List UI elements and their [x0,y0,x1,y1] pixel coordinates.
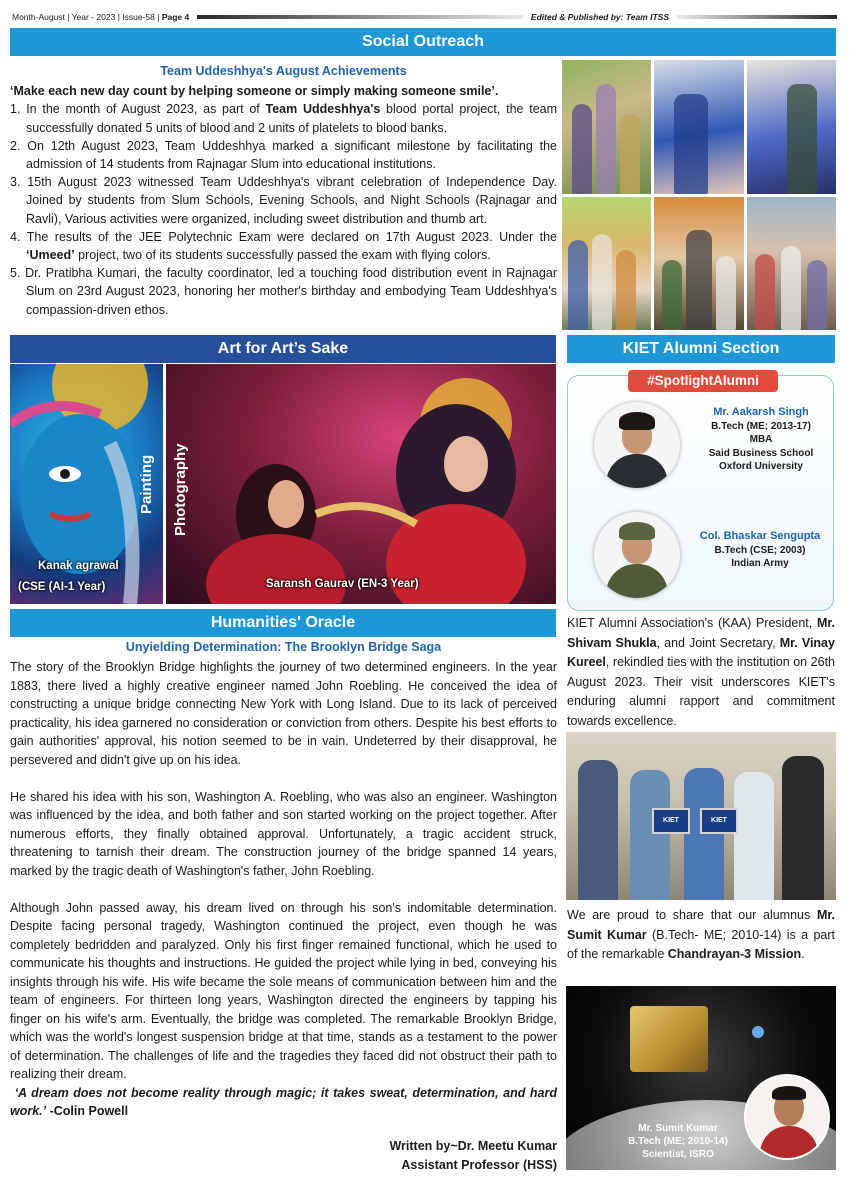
lander-illustration [630,1006,708,1072]
painting-artist: Kanak agrawal [38,560,119,572]
article-paragraph: The story of the Brooklyn Bridge highlights the journey of two determined engineers. In the year 1883, there lived a highly creative engineer named John Roebling. He conceived the idea of constructing a unique bridge connecting New York with Long Island. Due to its lack of perceived practicality, his idea garnered no consideration or conviction from others. Despite his best efforts to gain authorities' approval, his notion seemed to be in vain. Undeterred by their disapproval, he persevered and didn't give up on his idea. [10,660,557,767]
author-signature [10,1137,557,1175]
article-paragraph: Although John passed away, his dream lived on through his son's indomitable determination. Despite facing personal tragedy, Washington continued the project, even though he was completely bedridden and paralyzed. Only his first finger remained functional, which he used to communicate his thoughts and instructions. He guided the project while lying in bed, conveying his insights through his wife. His wife became the sole means of communication between him and the team of engineers. For thirteen long years, Washington directed the engineers by tapping his finger on his wife's arm. Eventually, the bridge was completed. The remarkable Brooklyn Bridge, which was the world's longest suspension bridge at that time, stands as a testament to the power of determination. The challenges of life and the tragedies they faced did not obstruct their path to realizing their dream. [10,900,557,1081]
author-designation: Assistant Professor (HSS) [401,1158,557,1172]
avatar [594,402,680,488]
photography-artwork [166,364,556,604]
outreach-photo [562,197,651,331]
outreach-photo [654,197,743,331]
kaa-visit-text: KIET Alumni Association's (KAA) President, Mr. Shivam Shukla, and Joint Secretary, Mr. Vinay Kureel, rekindled ties with the institution on 26th August 2023. Their visit underscores KIET's enduring alumni rapport and commitment towards excellence. [567,616,835,728]
painting-image [10,364,163,604]
author-name: Written by~Dr. Meetu Kumar [389,1139,557,1153]
sumit-role: Scientist, ISRO [642,1149,714,1160]
avatar [744,1074,830,1160]
alumni-info [684,530,836,571]
painting-artist-class: (CSE (AI-1 Year) [18,581,106,593]
humanities-subtitle: Unyielding Determination: The Brooklyn Bridge Saga [125,640,442,654]
alumni-university: Oxford University [719,461,803,472]
outreach-subtitle: Team Uddeshhya's August Achievements [160,64,407,78]
alumni-degree-2: MBA [749,434,773,445]
alumni-name: Col. Bhaskar Sengupta [699,530,821,542]
sumit-name: Mr. Sumit Kumar [638,1123,718,1134]
humanities-banner: Humanities' Oracle [10,609,556,637]
alumni-degree: B.Tech (CSE; 2003) [714,544,806,556]
spotlight-alumni-card [567,375,834,611]
alumni-name: Mr. Aakarsh Singh [713,406,809,418]
art-section [10,364,556,604]
outreach-photo [747,60,836,194]
sumit-degree: B.Tech (ME; 2010-14) [628,1136,728,1147]
header-rule-left [197,15,523,19]
photography-image [166,364,556,604]
award-plaque: KIET [652,808,690,834]
outreach-photo-collage [562,60,836,330]
list-item: 1. In the month of August 2023, as part of Team Uddeshhya's blood portal project, the team successfully donated 5 units of blood and 2 units of platelets to blood banks. [10,102,558,135]
social-outreach-banner: Social Outreach [10,28,836,56]
kaa-group-photo [566,732,836,900]
article-quote: ‘A dream does not become reality through magic; it takes sweat, determination, and hard work.’ -Colin Powell [10,1085,557,1118]
achievement-list [10,100,557,318]
publisher-credit: Edited & Published by: Team ITSS [530,12,669,22]
humanities-article [10,658,557,1121]
list-item: 3. 15th August 2023 witnessed Team Uddeshhya's vibrant celebration of Independence Day. Joined by students from Slum Schools, Evening Schools, and Night Schools (Rajnagar and Ravli), Various activities were organized, including sweet distribution and thumb art. [10,175,557,226]
alumni-school: Said Business School [708,447,814,459]
outreach-quote: ‘Make each new day count by helping someone or simply making someone smile’. [10,84,499,99]
alumni-degree: B.Tech (ME; 2013-17) [711,420,811,432]
spotlight-tag: #SpotlightAlumni [628,370,778,392]
photography-artist: Saransh Gaurav (EN-3 Year) [266,578,419,590]
photography-label: Photography [172,443,189,536]
issue-info: Month-August | Year - 2023 | Issue-58 | Page 4 [12,12,190,22]
award-plaque: KIET [700,808,738,834]
article-paragraph: He shared his idea with his son, Washington A. Roebling, who was also an engineer. Washington was influenced by the idea, and both father and son started working on the project together. After numerous efforts, they finally obtained approval. Unfortunately, a tragic accident struck, threatening to tarnish their dream. The construction journey of the bridge spanned 14 years, marked by the tragic death of Washington's father, John Roebling. [10,789,557,878]
list-item: 4. The results of the JEE Polytechnic Exam were declared on 17th August 2023. Under the ‘Umeed’ project, two of its students successfully passed the exam with flying colors. [10,229,558,263]
painting-label: Painting [138,454,155,514]
outreach-photo [747,197,836,331]
sumit-caption [608,1122,748,1161]
outreach-photo [654,60,743,194]
avatar [594,512,680,598]
chandrayaan-image [566,986,836,1170]
social-outreach-text [10,62,557,319]
header-rule-right [677,15,837,19]
alumni-info [686,406,836,474]
art-banner: Art for Art’s Sake [10,335,556,363]
alumni-organization: Indian Army [731,558,789,569]
outreach-photo [562,60,651,194]
chandrayaan-text: We are proud to share that our alumnus Mr. Sumit Kumar (B.Tech- ME; 2010-14) is a part of the remarkable Chandrayan-3 Mission. [567,908,835,961]
page-header [12,10,837,24]
list-item: 2. On 12th August 2023, Team Uddeshhya marked a significant milestone by facilitating the admission of 14 students from Rajnagar Slum into educational institutions. [10,138,557,172]
alumni-banner: KIET Alumni Section [567,335,835,363]
list-item: 5. Dr. Pratibha Kumari, the faculty coordinator, led a touching food distribution event in Rajnagar Slum on 23rd August 2023, honoring her mother's birthday and embodying Team Uddeshhya's compassion-driven ethos. [10,266,557,317]
